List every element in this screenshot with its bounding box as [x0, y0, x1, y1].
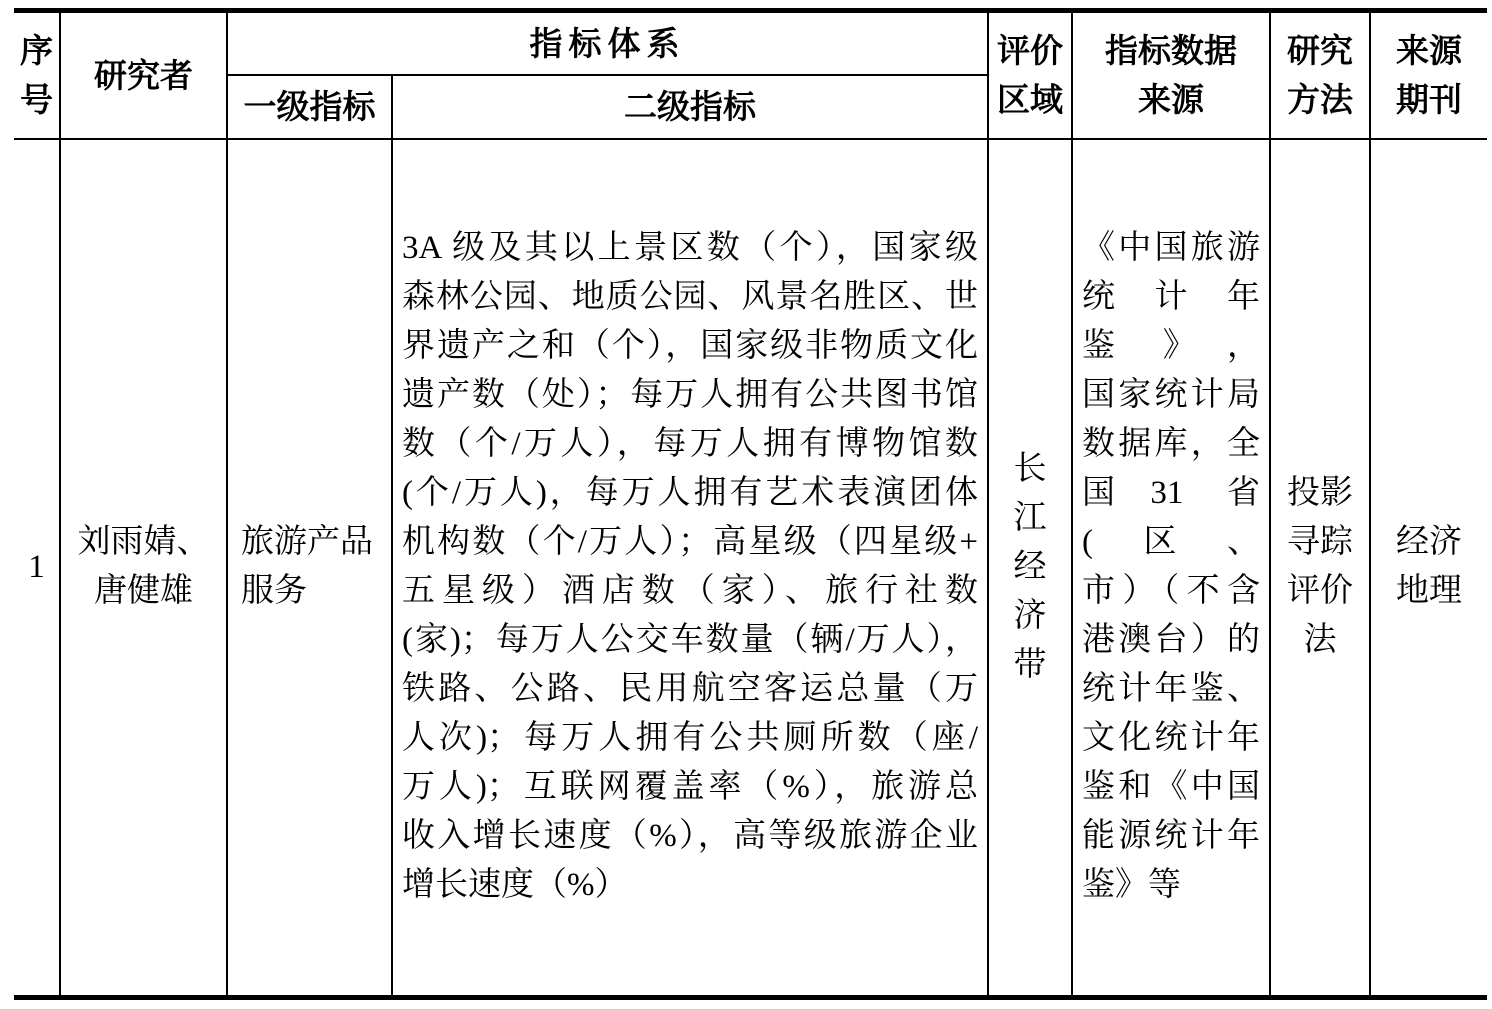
- table-row: [14, 139, 1487, 998]
- text-line: 国家统计局: [1082, 377, 1260, 414]
- text-line: 地理: [1396, 573, 1462, 610]
- text-line: 带: [1013, 646, 1047, 683]
- text-line: 森林公园、地质公园、风景名胜区、世: [402, 279, 978, 316]
- header-secondary-indicator: 二级指标: [392, 75, 988, 139]
- text-line: 文化统计年: [1082, 720, 1260, 757]
- text-line: 3A 级及其以上景区数（个），国家级: [402, 230, 978, 267]
- text-line: 投影: [1287, 475, 1353, 512]
- text-line: 《中国旅游: [1082, 230, 1260, 267]
- text-line: 期刊: [1396, 81, 1462, 119]
- text-line: 济: [1013, 597, 1047, 634]
- header-researcher: [60, 11, 227, 139]
- text-line: (个/万人)，每万人拥有艺术表演团体: [402, 475, 978, 512]
- cell-research-method: [1270, 139, 1370, 998]
- text-line: 鉴》等: [1082, 867, 1181, 904]
- text-line: 寻踪: [1287, 524, 1353, 561]
- text-line: 经济: [1396, 524, 1462, 561]
- text-line: 评价: [1287, 573, 1353, 610]
- text-line: 界遗产之和（个），国家级非物质文化: [402, 328, 978, 365]
- text-line: 研究者: [94, 56, 193, 94]
- text-line: 能源统计年: [1082, 818, 1260, 855]
- text-line: 法: [1303, 622, 1337, 659]
- text-line: 港澳台）的: [1082, 622, 1260, 659]
- cell-researcher: [60, 139, 227, 998]
- cell-secondary-indicator: [392, 139, 988, 998]
- text-line: 旅游产品: [241, 524, 373, 561]
- text-line: 号: [20, 81, 53, 119]
- text-line: 来源: [1396, 32, 1462, 70]
- text-line: 研究: [1287, 32, 1353, 70]
- text-line: 数据库，全: [1082, 426, 1260, 463]
- text-line: 指标数据: [1105, 32, 1237, 70]
- text-line: 统计年鉴、: [1082, 671, 1260, 708]
- text-line: 铁路、公路、民用航空客运总量（万: [402, 671, 978, 708]
- cell-serial-number: 1: [14, 139, 60, 998]
- cell-evaluation-region: [988, 139, 1072, 998]
- text-line: 人次)；每万人拥有公共厕所数（座/: [402, 720, 978, 757]
- text-line: 长: [1013, 450, 1047, 487]
- text-line: 评价: [997, 32, 1063, 70]
- table-header: [14, 11, 1487, 139]
- literature-review-table: [14, 8, 1487, 1000]
- text-line: 增长速度（%）: [402, 867, 628, 904]
- text-line: 江: [1013, 499, 1047, 536]
- text-line: 方法: [1287, 81, 1353, 119]
- text-line: 服务: [241, 573, 307, 610]
- text-line: 序: [20, 32, 53, 70]
- text-line: 统计年鉴》，: [1082, 279, 1260, 365]
- header-research-method: [1270, 11, 1370, 139]
- header-indicator-system: 指标体系: [227, 11, 988, 75]
- header-row-1: [14, 11, 1487, 75]
- header-serial-number: [14, 11, 60, 139]
- text-line: 市）（不含: [1082, 573, 1260, 610]
- cell-indicator-data-source: [1072, 139, 1270, 998]
- cell-primary-indicator: [227, 139, 392, 998]
- text-line: 经: [1013, 548, 1047, 585]
- text-line: 国31 省(区、: [1082, 475, 1260, 561]
- header-indicator-data-source: [1072, 11, 1270, 139]
- text-line: 数（个/万人），每万人拥有博物馆数: [402, 426, 978, 463]
- text-line: 鉴和《中国: [1082, 769, 1260, 806]
- text-line: 五星级）酒店数（家）、旅行社数: [402, 573, 978, 610]
- cell-source-journal: [1370, 139, 1487, 998]
- text-line: 区域: [997, 81, 1063, 119]
- text-line: 万人)；互联网覆盖率（%），旅游总: [402, 769, 978, 806]
- text-line: (家)；每万人公交车数量（辆/万人），: [402, 622, 978, 659]
- text-line: 机构数（个/万人）；高星级（四星级+: [402, 524, 978, 561]
- table-body: [14, 139, 1487, 998]
- text-line: 收入增长速度（%），高等级旅游企业: [402, 818, 978, 855]
- text-line: 唐健雄: [94, 573, 193, 610]
- header-primary-indicator: 一级指标: [227, 75, 392, 139]
- text-line: 刘雨婧、: [77, 524, 210, 561]
- text-line: 遗产数（处）；每万人拥有公共图书馆: [402, 377, 978, 414]
- header-source-journal: [1370, 11, 1487, 139]
- header-evaluation-region: [988, 11, 1072, 139]
- text-line: 来源: [1138, 81, 1204, 119]
